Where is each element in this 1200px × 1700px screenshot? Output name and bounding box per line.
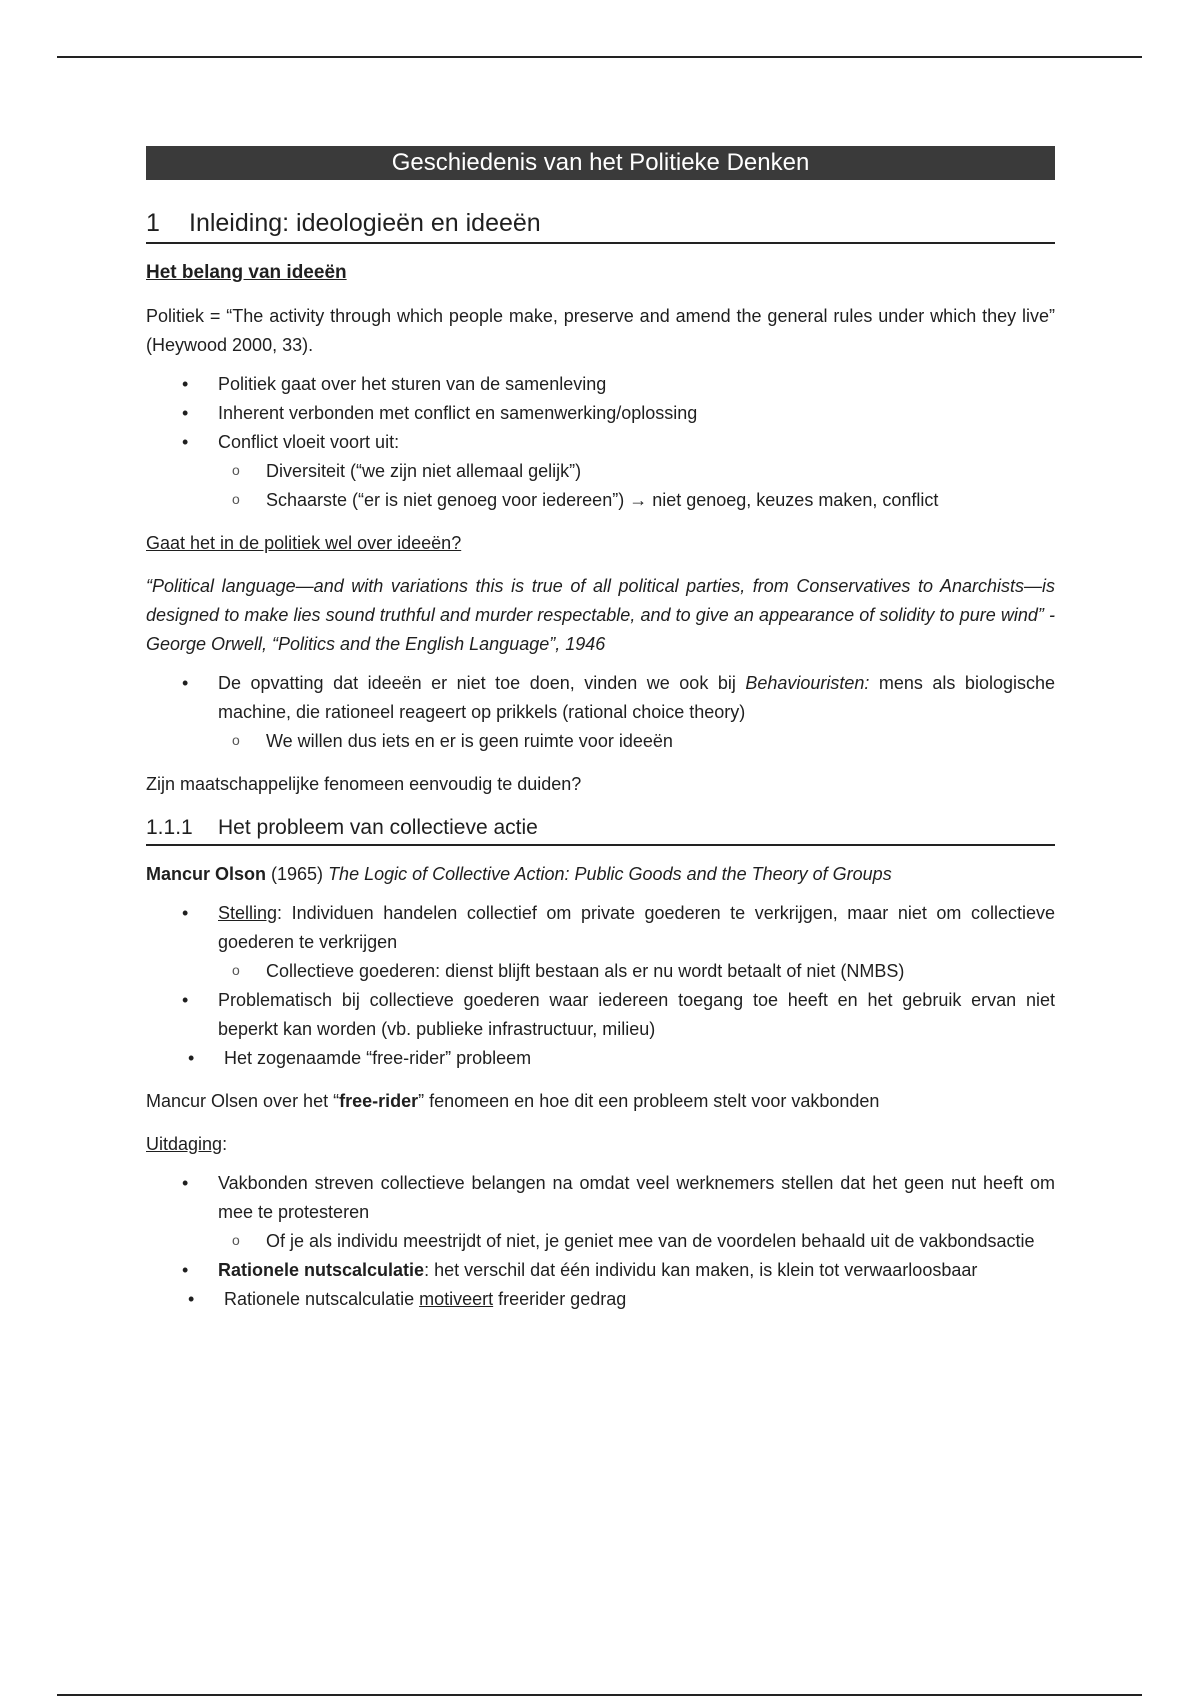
list-item: • De opvatting dat ideeën er niet toe doen, vinden we ook bij Behaviouristen: mens als biologische machine, die rationeel reageert op prikkels (rational choice theory) o We willen dus iets en er is geen ruimte voor ideeën — [146, 669, 1055, 756]
document-page — [146, 146, 1055, 1314]
list-item: • Politiek gaat over het sturen van de samenleving — [146, 370, 1055, 399]
section-heading-belang: Het belang van ideeën — [146, 262, 347, 283]
list-item: • Rationele nutscalculatie: het verschil dat één individu kan maken, is klein tot verwaarloosbaar — [146, 1256, 1055, 1285]
uitdaging-heading: Uitdaging: — [146, 1134, 228, 1154]
list-item: • Problematisch bij collectieve goederen waar iedereen toegang toe heeft en het gebruik ervan niet beperkt kan worden (vb. publieke infrastructuur, milieu) — [146, 986, 1055, 1044]
sub-list — [218, 1227, 1055, 1256]
subsection-number: 1.1.1 — [146, 816, 193, 839]
uitdaging-label: Uitdaging — [146, 1134, 223, 1154]
list-item: • Het zogenaamde “free-rider” probleem — [146, 1044, 1055, 1073]
ideas-closing: Zijn maatschappelijke fenomeen eenvoudig te duiden? — [146, 774, 582, 794]
sub-list-item: o Diversiteit (“we zijn niet allemaal gelijk”) — [218, 457, 1055, 486]
sub-list — [218, 727, 1055, 756]
stelling-label: Stelling — [218, 903, 278, 923]
olson-book: The Logic of Collective Action: Public Goods and the Theory of Groups — [328, 864, 892, 884]
list-item: • Stelling: Individuen handelen collectief om private goederen te verkrijgen, maar niet om collectieve goederen te verkrijgen o Collectieve goederen: dienst blijft bestaan als er nu wordt betaalt of niet (NMBS) — [146, 899, 1055, 986]
behaviouristen-term: Behaviouristen: — [745, 673, 870, 693]
orwell-quote: “Political language—and with variations this is true of all political parties, from Conservatives to Anarchists—is designed to make lies sound truthful and murder respectable, and to give an appearance of solidity to pure wind” - George Orwell, “Politics and the English Language”, 1946 — [146, 576, 1055, 654]
subsection-heading — [146, 813, 1055, 846]
list-item: • Inherent verbonden met conflict en samenwerking/oplossing — [146, 399, 1055, 428]
ideas-list — [146, 669, 1055, 756]
chapter-heading — [146, 206, 1055, 244]
motiveert-term: motiveert — [419, 1289, 494, 1309]
olson-author: Mancur Olson — [146, 864, 267, 884]
sub-list-item: o Of je als individu meestrijdt of niet, je geniet mee van de voordelen behaald uit de vakbondsactie — [218, 1227, 1055, 1256]
list-item — [146, 428, 1055, 515]
uitdaging-list — [146, 1169, 1055, 1314]
olson-list — [146, 899, 1055, 1073]
belang-list — [146, 370, 1055, 515]
sub-list-item: o We willen dus iets en er is geen ruimte voor ideeën — [218, 727, 1055, 756]
list-item: • Rationele nutscalculatie motiveert freerider gedrag — [146, 1285, 1055, 1314]
list-item: • Vakbonden streven collectieve belangen na omdat veel werknemers stellen dat het geen nut heeft om mee te protesteren o Of je als individu meestrijdt of niet, je geniet mee van de voordelen behaald uit de vakbondsactie — [146, 1169, 1055, 1256]
politiek-definition: Politiek = “The activity through which people make, preserve and amend the general rules under which they live” (Heywood 2000, 33). — [146, 306, 1055, 355]
ideas-question: Gaat het in de politiek wel over ideeën? — [146, 533, 462, 553]
header-rule — [57, 56, 1142, 58]
chapter-number: 1 — [146, 209, 160, 237]
free-rider-term: free-rider — [339, 1091, 419, 1111]
subsection-title: Het probleem van collectieve actie — [218, 816, 538, 839]
nutscalculatie-term: Rationele nutscalculatie — [218, 1260, 425, 1280]
list-item-text: Conflict vloeit voort uit: — [218, 432, 400, 452]
sub-list-item: o Collectieve goederen: dienst blijft bestaan als er nu wordt betaalt of niet (NMBS) — [218, 957, 1055, 986]
sub-list-item: o Schaarste (“er is niet genoeg voor iedereen”) → niet genoeg, keuzes maken, conflict — [218, 486, 1055, 515]
footer-rule — [57, 1694, 1142, 1696]
chapter-title: Inleiding: ideologieën en ideeën — [189, 209, 541, 237]
olsen-free-rider-line: Mancur Olsen over het “free-rider” fenomeen en hoe dit een probleem stelt voor vakbonden — [146, 1091, 880, 1111]
document-title: Geschiedenis van het Politieke Denken — [146, 146, 1055, 180]
olson-reference: Mancur Olson (1965) The Logic of Collective Action: Public Goods and the Theory of Groups — [146, 864, 892, 884]
sub-list — [218, 457, 1055, 515]
sub-list — [218, 957, 1055, 986]
